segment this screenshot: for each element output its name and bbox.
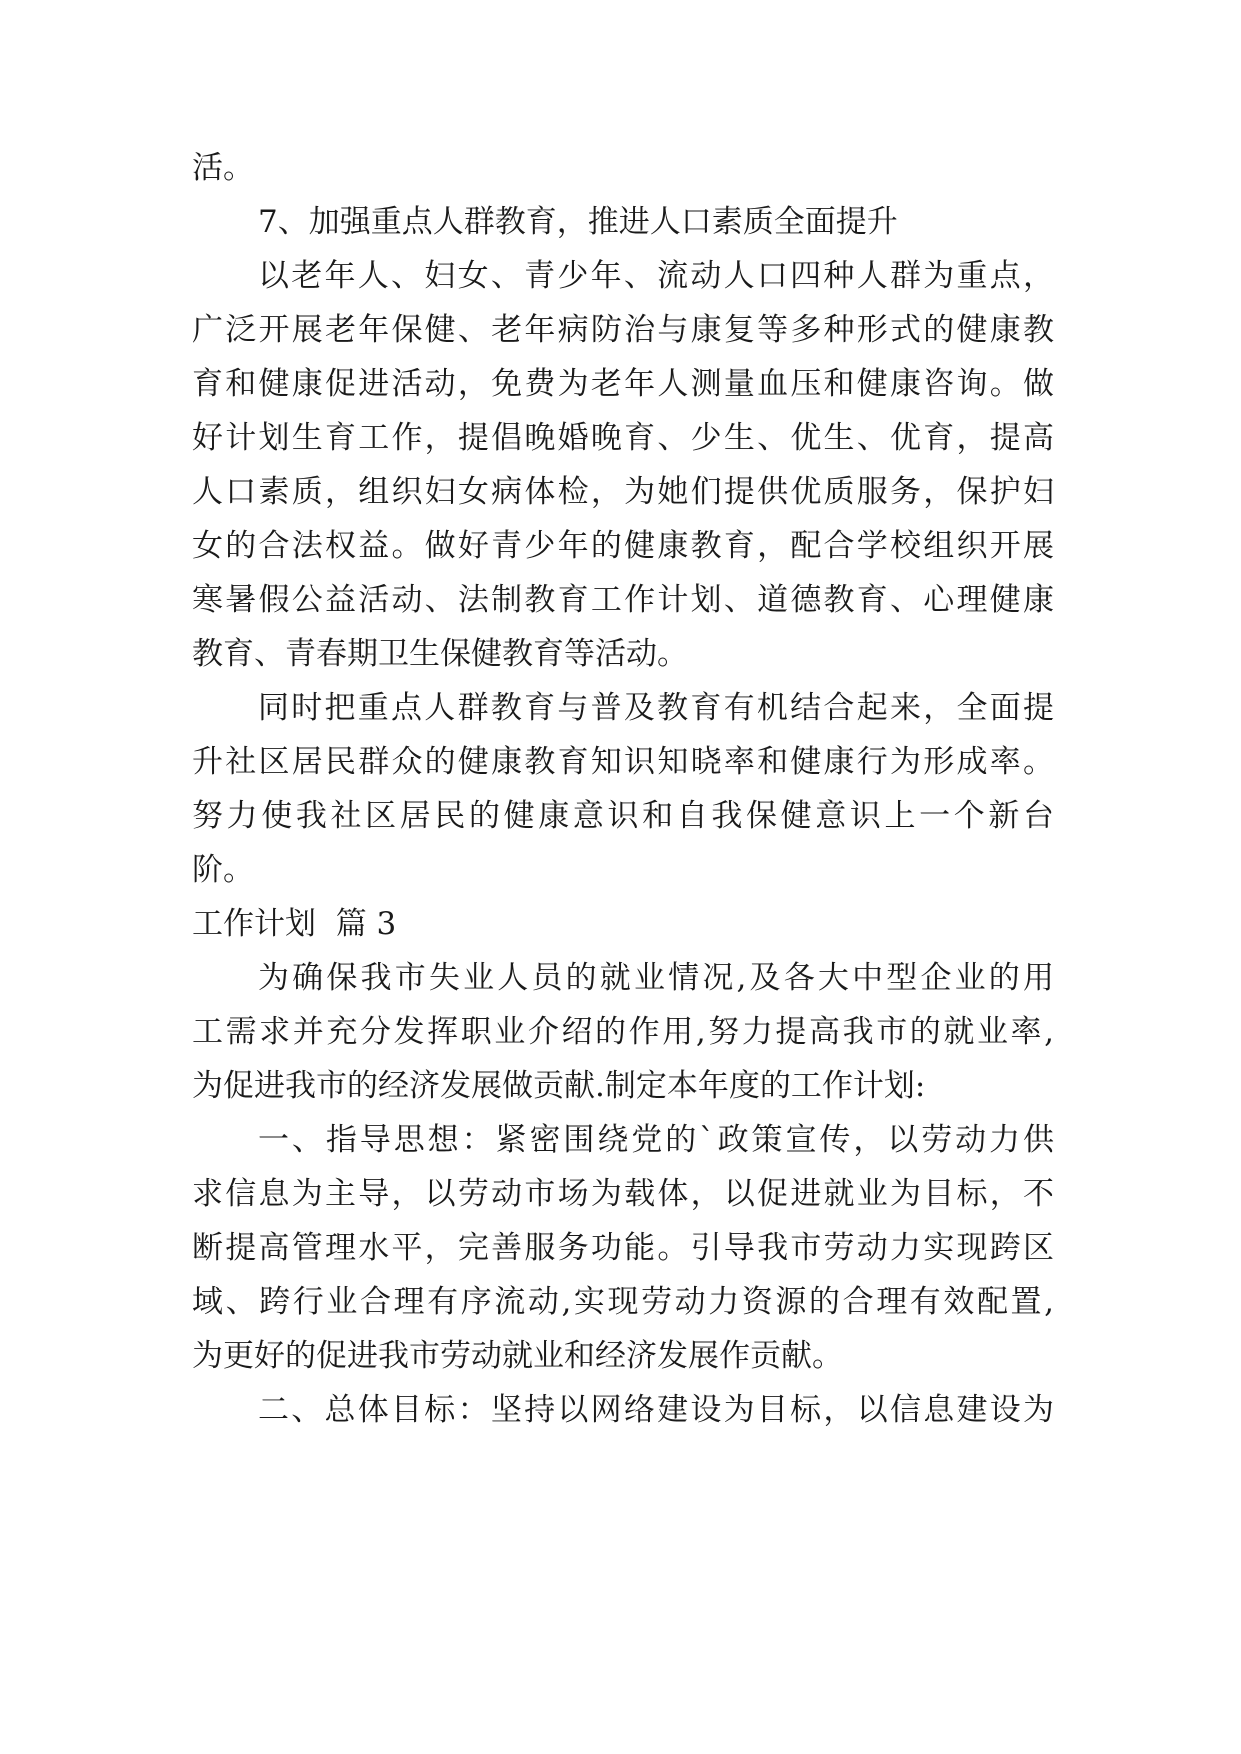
paragraph-line: 为促进我市的经济发展做贡献.制定本年度的工作计划: xyxy=(192,1068,926,1104)
paragraph-line: 女的合法权益。做好青少年的健康教育，配合学校组织开展 xyxy=(192,528,1054,564)
paragraph-line: 求信息为主导，以劳动市场为载体，以促进就业为目标，不 xyxy=(192,1176,1054,1212)
paragraph-line: 一、指导思想：紧密围绕党的`政策宣传，以劳动力供 xyxy=(258,1122,1054,1158)
paragraph-line: 阶。 xyxy=(192,852,254,888)
paragraph-line: 寒暑假公益活动、法制教育工作计划、道德教育、心理健康 xyxy=(192,582,1054,618)
paragraph-line: 工需求并充分发挥职业介绍的作用,努力提高我市的就业率, xyxy=(192,1014,1054,1050)
paragraph-line: 为确保我市失业人员的就业情况,及各大中型企业的用 xyxy=(258,960,1054,996)
section-title: 工作计划 篇 3 xyxy=(192,906,397,942)
paragraph-line: 教育、青春期卫生保健教育等活动。 xyxy=(192,636,688,672)
paragraph-line: 以老年人、妇女、青少年、流动人口四种人群为重点， xyxy=(258,258,1054,294)
paragraph-line: 活。 xyxy=(192,150,254,186)
paragraph-line: 断提高管理水平，完善服务功能。引导我市劳动力实现跨区 xyxy=(192,1230,1054,1266)
paragraph-line: 域、跨行业合理有序流动,实现劳动力资源的合理有效配置, xyxy=(192,1284,1054,1320)
paragraph-line: 育和健康促进活动，免费为老年人测量血压和健康咨询。做 xyxy=(192,366,1054,402)
paragraph-line: 努力使我社区居民的健康意识和自我保健意识上一个新台 xyxy=(192,798,1054,834)
paragraph-line: 广泛开展老年保健、老年病防治与康复等多种形式的健康教 xyxy=(192,312,1054,348)
paragraph-line: 人口素质，组织妇女病体检，为她们提供优质服务，保护妇 xyxy=(192,474,1054,510)
paragraph-line: 同时把重点人群教育与普及教育有机结合起来，全面提 xyxy=(258,690,1054,726)
paragraph-line: 二、总体目标：坚持以网络建设为目标，以信息建设为 xyxy=(258,1392,1054,1428)
paragraph-line: 升社区居民群众的健康教育知识知晓率和健康行为形成率。 xyxy=(192,744,1054,780)
section-heading: 7、加强重点人群教育，推进人口素质全面提升 xyxy=(258,204,898,240)
paragraph-line: 好计划生育工作，提倡晚婚晚育、少生、优生、优育，提高 xyxy=(192,420,1054,456)
paragraph-line: 为更好的促进我市劳动就业和经济发展作贡献。 xyxy=(192,1338,843,1374)
